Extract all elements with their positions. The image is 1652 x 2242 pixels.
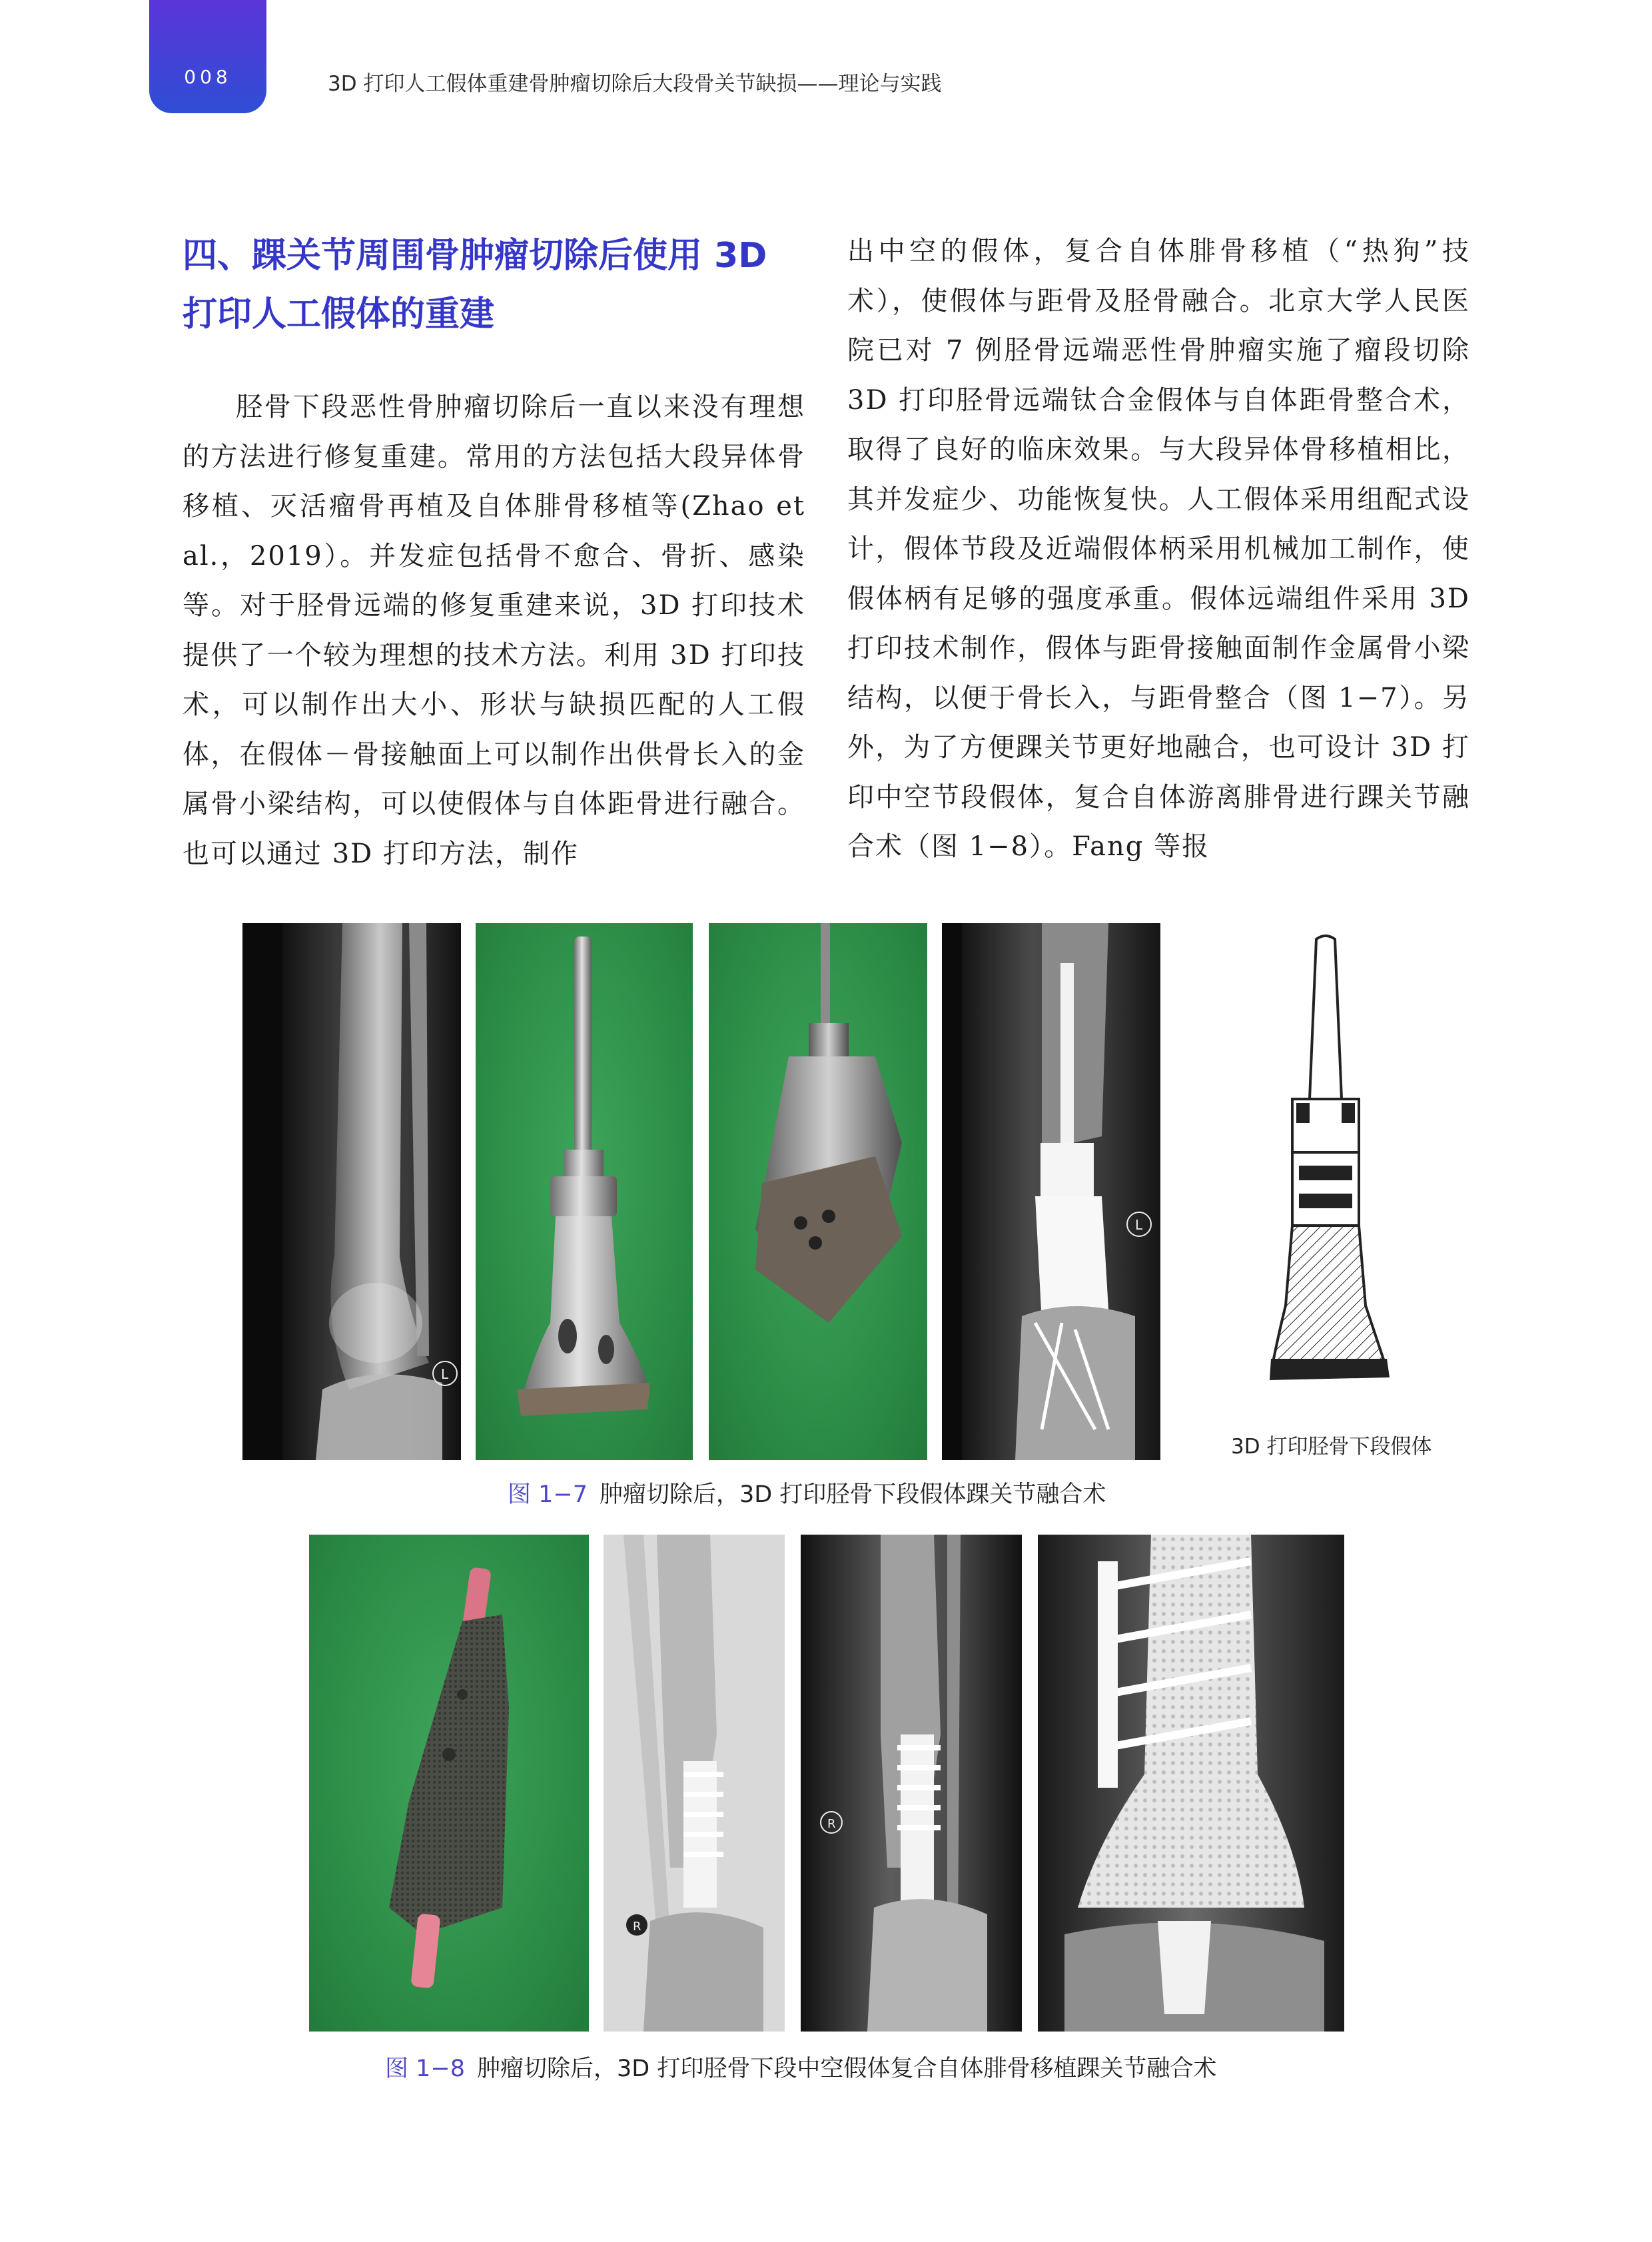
figure-1-8-caption bbox=[385, 2050, 1216, 2083]
fig-1-7-prosthesis-schematic bbox=[1252, 933, 1406, 1412]
prosthesis-front-graphic bbox=[476, 923, 693, 1460]
fig-1-8-postop-xray-closeup bbox=[1038, 1535, 1344, 2032]
figure-1-7-caption-text: 肿瘤切除后，3D 打印胫骨下段假体踝关节融合术 bbox=[600, 1481, 1106, 1508]
fig-1-7-postop-xray bbox=[942, 923, 1160, 1460]
figure-1-8-caption-text: 肿瘤切除后，3D 打印胫骨下段中空假体复合自体腓骨移植踝关节融合术 bbox=[477, 2055, 1217, 2082]
schematic-graphic bbox=[1252, 933, 1406, 1412]
postop-xray-closeup-graphic bbox=[1038, 1535, 1344, 2032]
section-title-line1: 四、踝关节周围骨肿瘤切除后使用 3D bbox=[183, 236, 767, 276]
xray-marker-l: L bbox=[441, 1366, 449, 1382]
fig-1-8-postop-xray-2 bbox=[801, 1535, 1022, 2032]
right-paragraph: 出中空的假体，复合自体腓骨移植（“热狗”技术），使假体与距骨及胫骨融合。北京大学人民医院已对 7 例胫骨远端恶性骨肿瘤实施了瘤段切除 3D 打印胫骨远端钛合金假体与自体距骨整合术，取得了良好的临床效果。与大段异体骨移植相比，其并发症少、功能恢复快。人工假体采用组配式设计，假体节段及近端假体柄采用机械加工制作，使假体柄有足够的强度承重。假体远端组件采用 3D 打印技术制作，假体与距骨接触面制作金属骨小梁结构，以便于骨长入，与距骨整合（图 1−7）。另外，为了方便踝关节更好地融合，也可设计 3D 打印中空节段假体，复合自体游离腓骨进行踝关节融合术（图 1−8）。Fang 等报 bbox=[847, 236, 1470, 862]
xray-marker-r-2: R bbox=[827, 1817, 836, 1831]
fig-1-7-preop-xray bbox=[242, 923, 461, 1460]
section-title bbox=[183, 226, 805, 344]
xray-marker-r: R bbox=[633, 1920, 641, 1934]
left-column bbox=[183, 226, 805, 879]
fig-1-8-hollow-prosthesis-photo bbox=[309, 1535, 589, 2032]
postop-xray-graphic bbox=[942, 923, 1160, 1460]
page-number: 008 bbox=[184, 66, 232, 88]
hollow-prosthesis-graphic bbox=[309, 1535, 589, 2032]
fig-1-7-prosthesis-photo-front bbox=[476, 923, 693, 1460]
fig-1-8-postop-xray-1 bbox=[604, 1535, 785, 2032]
figure-1-7-number: 图 1−7 bbox=[508, 1481, 588, 1508]
figure-1-7-caption bbox=[508, 1476, 1106, 1509]
page-number-tab bbox=[149, 0, 266, 113]
prosthesis-underside-graphic bbox=[709, 923, 927, 1460]
schematic-label: 3D 打印胫骨下段假体 bbox=[1231, 1435, 1432, 1459]
running-title: 3D 打印人工假体重建骨肿瘤切除后大段骨关节缺损——理论与实践 bbox=[328, 72, 942, 96]
figure-1-8-number: 图 1−8 bbox=[385, 2055, 465, 2082]
right-column bbox=[847, 226, 1470, 872]
postop-xray-2-graphic bbox=[801, 1535, 1022, 2032]
left-paragraph: 胫骨下段恶性骨肿瘤切除后一直以来没有理想的方法进行修复重建。常用的方法包括大段异体骨移植、灭活瘤骨再植及自体腓骨移植等(Zhao et al.，2019）。并发症包括骨不愈合、骨折、感染等。对于胫骨远端的修复重建来说，3D 打印技术提供了一个较为理想的技术方法。利用 3D 打印技术，可以制作出大小、形状与缺损匹配的人工假体，在假体－骨接触面上可以制作出供骨长入的金属骨小梁结构，可以使假体与自体距骨进行融合。也可以通过 3D 打印方法，制作 bbox=[183, 392, 805, 869]
postop-xray-1-graphic bbox=[604, 1535, 785, 2032]
xray-marker-l-postop: L bbox=[1135, 1217, 1143, 1233]
preop-xray-graphic bbox=[242, 923, 461, 1460]
fig-1-7-prosthesis-photo-underside bbox=[709, 923, 927, 1460]
section-title-line2: 打印人工假体的重建 bbox=[183, 294, 495, 334]
